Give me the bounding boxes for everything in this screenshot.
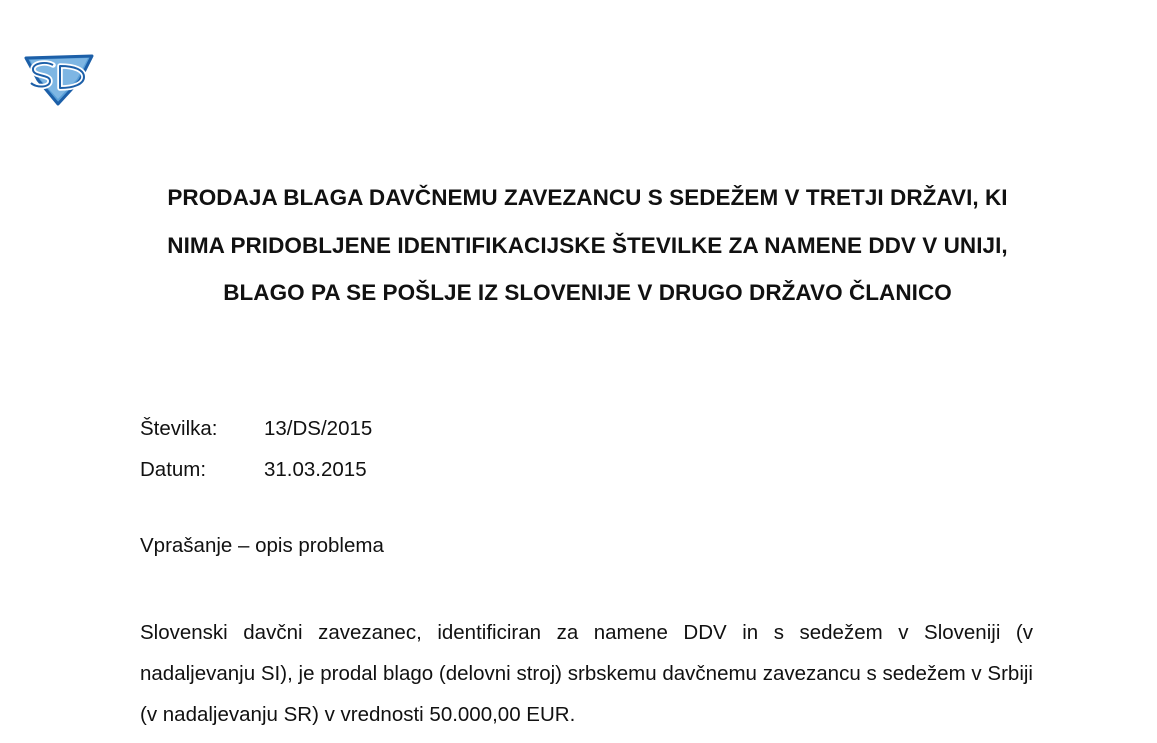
date-label: Datum: — [140, 458, 207, 481]
document-meta — [140, 408, 372, 490]
number-value: 13/DS/2015 — [264, 417, 373, 440]
meta-row-date — [140, 449, 372, 490]
meta-row-number — [140, 408, 372, 449]
date-value: 31.03.2015 — [264, 458, 367, 481]
sd-logo-icon — [22, 50, 96, 106]
section-heading: Vprašanje – opis problema — [140, 534, 384, 557]
number-label: Številka: — [140, 417, 218, 440]
document-title: PRODAJA BLAGA DAVČNEMU ZAVEZANCU S SEDEŽEM V TRETJI DRŽAVI, KI NIMA PRIDOBLJENE IDENTIFIKACIJSKE ŠTEVILKE ZA NAMENE DDV V UNIJI, BLAGO PA SE POŠLJE IZ SLOVENIJE V DRUGO DRŽAVO ČLANICO — [167, 185, 1008, 305]
body-paragraph: Slovenski davčni zavezanec, identificiran za namene DDV in s sedežem v Sloveniji (v nadaljevanju SI), je prodal blago (delovni stroj) srbskemu davčnemu zavezancu s sedežem v Srbiji (v nadaljevanju SR) v vrednosti 50.000,00 EUR. — [140, 621, 1033, 726]
